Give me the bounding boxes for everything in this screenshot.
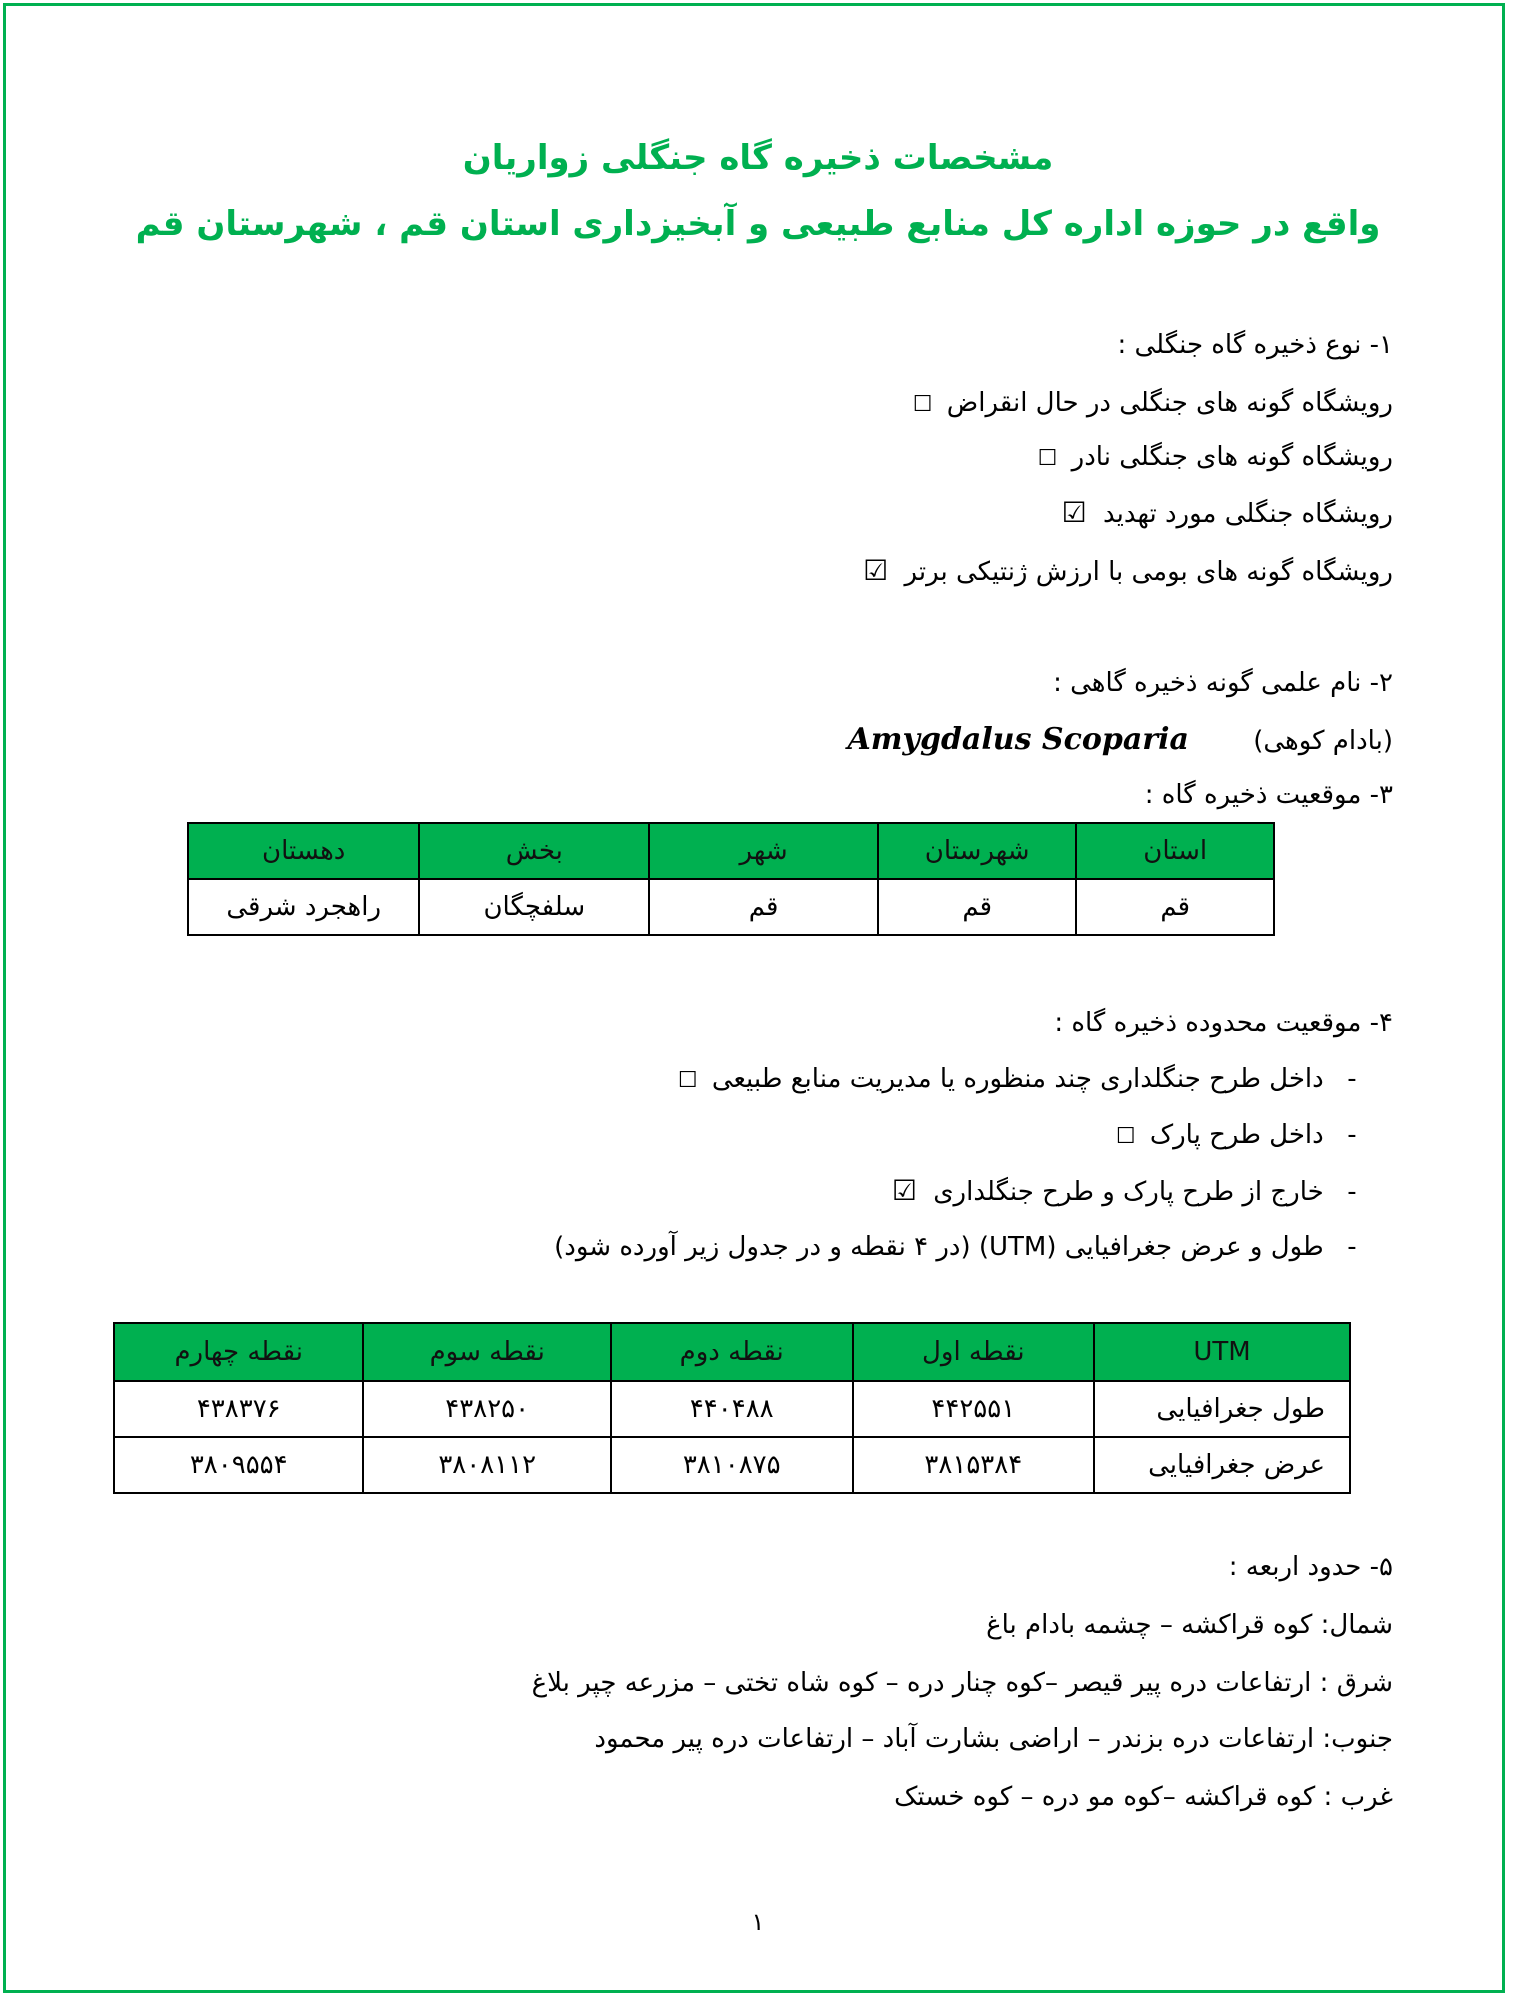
checkbox-unchecked-icon: ☐ — [677, 1068, 698, 1093]
location-table — [187, 822, 1275, 936]
area-item-park-plan — [1116, 1120, 1372, 1150]
table-header-cell: نقطه دوم — [611, 1323, 853, 1381]
option-native-genetic — [863, 554, 1393, 587]
checkbox-checked-icon: ☑ — [1061, 496, 1087, 529]
option-endangered — [913, 388, 1393, 418]
option-label: رویشگاه گونه های جنگلی نادر — [1071, 442, 1393, 472]
table-header-cell: استان — [1076, 823, 1274, 879]
table-cell: طول جغرافیایی — [1094, 1381, 1350, 1437]
item-label: داخل طرح پارک — [1149, 1120, 1324, 1150]
table-header-cell: نقطه سوم — [363, 1323, 610, 1381]
list-dash: - — [1347, 1120, 1357, 1150]
item-label: داخل طرح جنگلداری چند منظوره یا مدیریت منابع طبیعی — [711, 1064, 1324, 1094]
section4-heading: ۴- موقعیت محدوده ذخیره گاه : — [1054, 1008, 1393, 1038]
table-cell: ۳۸۰۹۵۵۴ — [114, 1437, 363, 1493]
checkbox-unchecked-icon: ☐ — [912, 392, 933, 417]
document-title: مشخصات ذخیره گاه جنگلی زواریان — [462, 138, 1054, 178]
table-header-row — [114, 1323, 1350, 1381]
table-cell: قم — [1076, 879, 1274, 935]
table-cell: ۳۸۱۰۸۷۵ — [611, 1437, 853, 1493]
boundary-south: جنوب: ارتفاعات دره بزندر – اراضی بشارت آباد – ارتفاعات دره پیر محمود — [594, 1724, 1393, 1754]
table-cell: ۳۸۱۵۳۸۴ — [853, 1437, 1095, 1493]
checkbox-unchecked-icon: ☐ — [1115, 1124, 1136, 1149]
list-dash: - — [1347, 1064, 1357, 1094]
table-header-cell: شهرستان — [878, 823, 1076, 879]
document-subtitle: واقع در حوزه اداره کل منابع طبیعی و آبخیزداری استان قم ، شهرستان قم — [135, 204, 1381, 244]
checkbox-checked-icon: ☑ — [891, 1174, 917, 1207]
table-cell: ۳۸۰۸۱۱۲ — [363, 1437, 610, 1493]
option-label: رویشگاه گونه های بومی با ارزش ژنتیکی برتر — [904, 557, 1393, 587]
table-row — [114, 1381, 1350, 1437]
table-cell: راهجرد شرقی — [188, 879, 419, 935]
section5-heading: ۵- حدود اربعه : — [1228, 1552, 1393, 1582]
table-header-cell: UTM — [1094, 1323, 1350, 1381]
checkbox-unchecked-icon: ☐ — [1037, 446, 1058, 471]
list-dash: - — [1347, 1232, 1357, 1262]
area-item-outside-plans — [892, 1174, 1372, 1207]
table-row — [188, 879, 1274, 935]
table-cell: ۴۴۰۴۸۸ — [611, 1381, 853, 1437]
scientific-name: Amygdalus Scoparia — [847, 722, 1189, 757]
boundary-east: شرق : ارتفاعات دره پیر قیصر –کوه چنار دره – کوه شاه تختی – مزرعه چپر بلاغ — [531, 1668, 1393, 1698]
table-cell: قم — [878, 879, 1076, 935]
area-item-utm — [554, 1232, 1372, 1262]
area-item-forestry-plan — [678, 1064, 1372, 1094]
section1-heading: ۱- نوع ذخیره گاه جنگلی : — [1117, 330, 1393, 360]
table-header-row — [188, 823, 1274, 879]
item-label: خارج از طرح پارک و طرح جنگلداری — [933, 1177, 1324, 1207]
option-threatened — [1062, 496, 1393, 529]
species-name — [848, 722, 1393, 757]
table-cell: عرض جغرافیایی — [1094, 1437, 1350, 1493]
table-header-cell: نقطه چهارم — [114, 1323, 363, 1381]
boundary-north: شمال: کوه قراکشه – چشمه بادام باغ — [986, 1610, 1393, 1640]
section3-heading: ۳- موقعیت ذخیره گاه : — [1144, 780, 1393, 810]
option-label: رویشگاه جنگلی مورد تهدید — [1102, 499, 1393, 529]
table-header-cell: بخش — [419, 823, 649, 879]
checkbox-checked-icon: ☑ — [863, 554, 889, 587]
option-rare — [1038, 442, 1393, 472]
item-label: طول و عرض جغرافیایی (UTM) (در ۴ نقطه و در جدول زیر آورده شود) — [554, 1232, 1324, 1262]
list-dash: - — [1347, 1177, 1357, 1207]
table-header-cell: دهستان — [188, 823, 419, 879]
table-header-cell: شهر — [649, 823, 878, 879]
page-number: ۱ — [751, 1908, 765, 1936]
table-row — [114, 1437, 1350, 1493]
table-header-cell: نقطه اول — [853, 1323, 1095, 1381]
table-cell: ۴۳۸۳۷۶ — [114, 1381, 363, 1437]
table-cell: سلفچگان — [419, 879, 649, 935]
table-cell: ۴۴۲۵۵۱ — [853, 1381, 1095, 1437]
utm-table — [113, 1322, 1351, 1494]
section2-heading: ۲- نام علمی گونه ذخیره گاهی : — [1053, 668, 1393, 698]
boundary-west: غرب : کوه قراکشه –کوه مو دره – کوه خستک — [894, 1782, 1393, 1812]
common-name: (بادام کوهی) — [1253, 726, 1393, 756]
table-cell: ۴۳۸۲۵۰ — [363, 1381, 610, 1437]
option-label: رویشگاه گونه های جنگلی در حال انقراض — [946, 388, 1393, 418]
table-cell: قم — [649, 879, 878, 935]
